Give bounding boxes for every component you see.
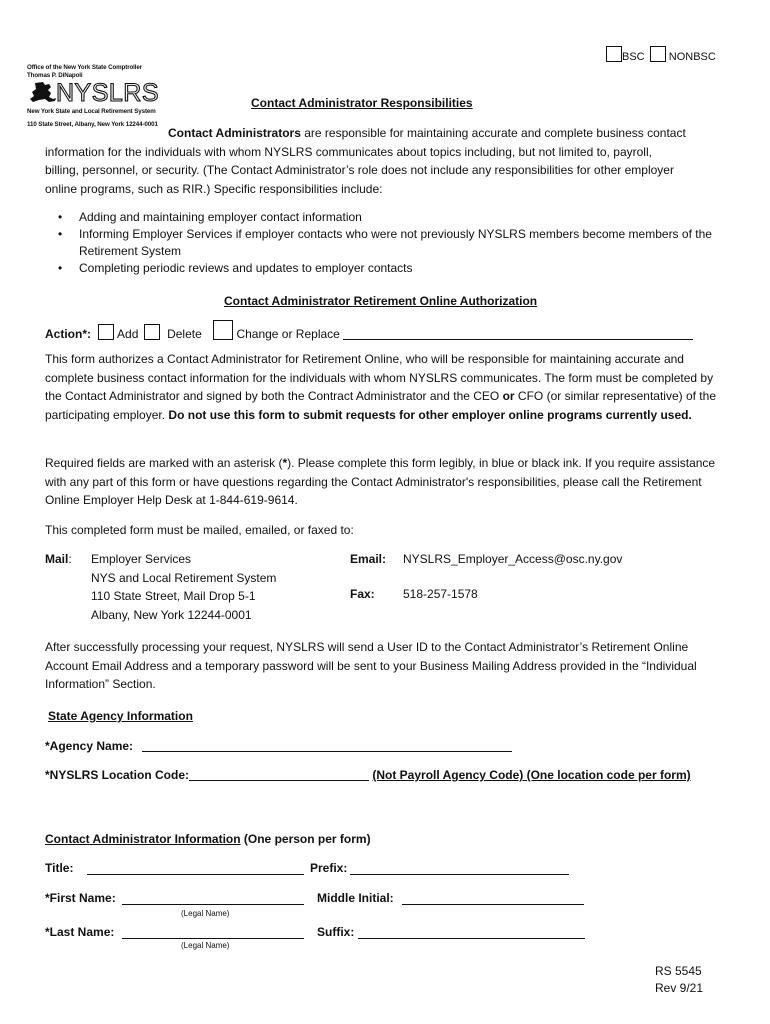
list-item: • Informing Employer Services if employer contacts who were not previously NYSLRS members become members of the Retirement System: [45, 226, 725, 260]
contact-admin-note: (One person per form): [240, 832, 371, 846]
intro-line3: billing, personnel, or security. (The Contact Administrator’s role does not include any responsibilities for other employer: [45, 163, 674, 177]
logo-wordmark: NYSLRS: [56, 79, 160, 108]
suffix-field[interactable]: [358, 925, 585, 939]
first-name-label: *First Name:: [45, 891, 116, 905]
first-name-legal-note: (Legal Name): [181, 909, 230, 918]
intro-line2: information for the individuals with whom NYSLRS communicates about topics including, but not limited to, payroll,: [45, 144, 652, 159]
nyslrs-logo: [27, 64, 162, 128]
mail-line: 110 State Street, Mail Drop 5-1: [91, 589, 256, 603]
action-label: Action*:: [45, 327, 91, 341]
last-name-legal-note: (Legal Name): [181, 941, 230, 950]
fax-label: Fax:: [350, 587, 375, 601]
email-label: Email:: [350, 552, 387, 566]
nonbsc-label: NONBSC: [668, 51, 716, 63]
bsc-options: [606, 46, 716, 65]
delete-checkbox[interactable]: [144, 324, 160, 340]
middle-initial-field[interactable]: [402, 891, 584, 905]
title-field[interactable]: [87, 861, 304, 875]
contact-admin-heading: Contact Administrator Information: [45, 832, 241, 846]
logo-address: 110 State Street, Albany, New York 12244-0001: [27, 120, 158, 128]
location-code-note: (Not Payroll Agency Code) (One location code per form): [372, 768, 691, 782]
bsc-label: BSC: [622, 51, 645, 63]
authorization-title: Contact Administrator Retirement Online Authorization: [224, 294, 538, 308]
asterisk: *: [282, 456, 288, 470]
agency-name-row: [45, 737, 512, 756]
agency-name-label: *Agency Name:: [45, 739, 134, 753]
responsibilities-title: Contact Administrator Responsibilities: [251, 96, 473, 110]
agency-name-field[interactable]: [142, 738, 512, 752]
fax-value: 518-257-1578: [403, 587, 478, 601]
para2-text-b: ). Please complete this form legibly, in blue or black ink. If you require assistance with any part of this form or have questions regarding the Contact Administrator's responsibilities, please call the Retirement Online Employer Help Desk at 1-844-619-9614.: [45, 456, 716, 507]
location-code-label: *NYSLRS Location Code:: [45, 768, 190, 782]
mail-label: Mail: [45, 552, 69, 566]
authorization-paragraph: [45, 350, 729, 424]
state-silhouette-icon: [29, 81, 57, 105]
title-label: Title:: [45, 861, 74, 875]
office-line2: Thomas P. DiNapoli: [27, 71, 83, 79]
responsibilities-list: [45, 209, 725, 277]
intro-line4: online programs, such as RIR.) Specific responsibilities include:: [45, 181, 383, 196]
last-name-label: *Last Name:: [45, 925, 115, 939]
middle-initial-label: Middle Initial:: [317, 891, 394, 905]
contact-admin-title: [45, 830, 371, 849]
mail-block: [45, 550, 72, 569]
list-item: • Completing periodic reviews and updates to employer contacts: [45, 260, 725, 277]
prefix-label: Prefix:: [310, 861, 348, 875]
change-checkbox[interactable]: [213, 320, 233, 340]
change-label: Change or Replace: [236, 327, 340, 341]
add-label: Add: [117, 327, 139, 341]
delete-label: Delete: [167, 327, 202, 341]
after-processing-paragraph: After successfully processing your request, NYSLRS will send a User ID to the Contact Administrator’s Retirement Online Account Email Address and a temporary password will be sent to your Business Mailing Address provided in the “Individual Information” Section.: [45, 640, 697, 691]
list-item: • Adding and maintaining employer contact information: [45, 209, 725, 226]
change-reason-field[interactable]: [343, 326, 693, 340]
last-name-field[interactable]: [122, 925, 304, 939]
action-row: [45, 320, 693, 344]
intro-rest: are responsible for maintaining accurate and complete business contact: [300, 126, 686, 140]
prefix-field[interactable]: [350, 861, 569, 875]
para1-text-b: CFO (or similar representative) of the participating employer.: [45, 389, 716, 422]
location-code-row: [45, 766, 691, 785]
para1-or: or: [502, 389, 515, 403]
location-code-field[interactable]: [189, 767, 369, 781]
bsc-checkbox[interactable]: [606, 46, 622, 62]
email-value: NYSLRS_Employer_Access@osc.ny.gov: [403, 552, 623, 566]
state-agency-title: State Agency Information: [48, 709, 193, 723]
nonbsc-checkbox[interactable]: [650, 46, 666, 62]
add-checkbox[interactable]: [98, 324, 114, 340]
suffix-label: Suffix:: [317, 925, 355, 939]
submit-instructions: This completed form must be mailed, emailed, or faxed to:: [45, 523, 354, 537]
intro-bold: Contact Administrators: [168, 126, 301, 140]
para1-text: This form authorizes a Contact Administrator for Retirement Online, who will be responsible for maintaining accurate and complete business contact information for the individuals with whom NYSLRS communicates. The form must be completed by the Contact Administrator and signed by both the Contract Administrator and the CEO: [45, 352, 714, 403]
form-number: RS 5545: [655, 964, 702, 978]
mail-line: NYS and Local Retirement System: [91, 570, 277, 585]
first-name-field[interactable]: [122, 891, 304, 905]
mail-line: Employer Services: [91, 552, 192, 566]
logo-subtitle: New York State and Local Retirement System: [27, 108, 156, 116]
mail-line: Albany, New York 12244-0001: [91, 607, 252, 622]
para1-warning: Do not use this form to submit requests for other employer online programs currently used.: [168, 407, 692, 422]
mail-address: [91, 550, 276, 624]
office-line1: Office of the New York State Comptroller: [27, 64, 143, 71]
para2-text: Required fields are marked with an asterisk (: [45, 456, 283, 470]
mail-colon: :: [68, 552, 72, 566]
required-fields-paragraph: [45, 454, 729, 510]
form-revision: Rev 9/21: [655, 981, 704, 995]
responsibilities-intro: [45, 124, 725, 198]
